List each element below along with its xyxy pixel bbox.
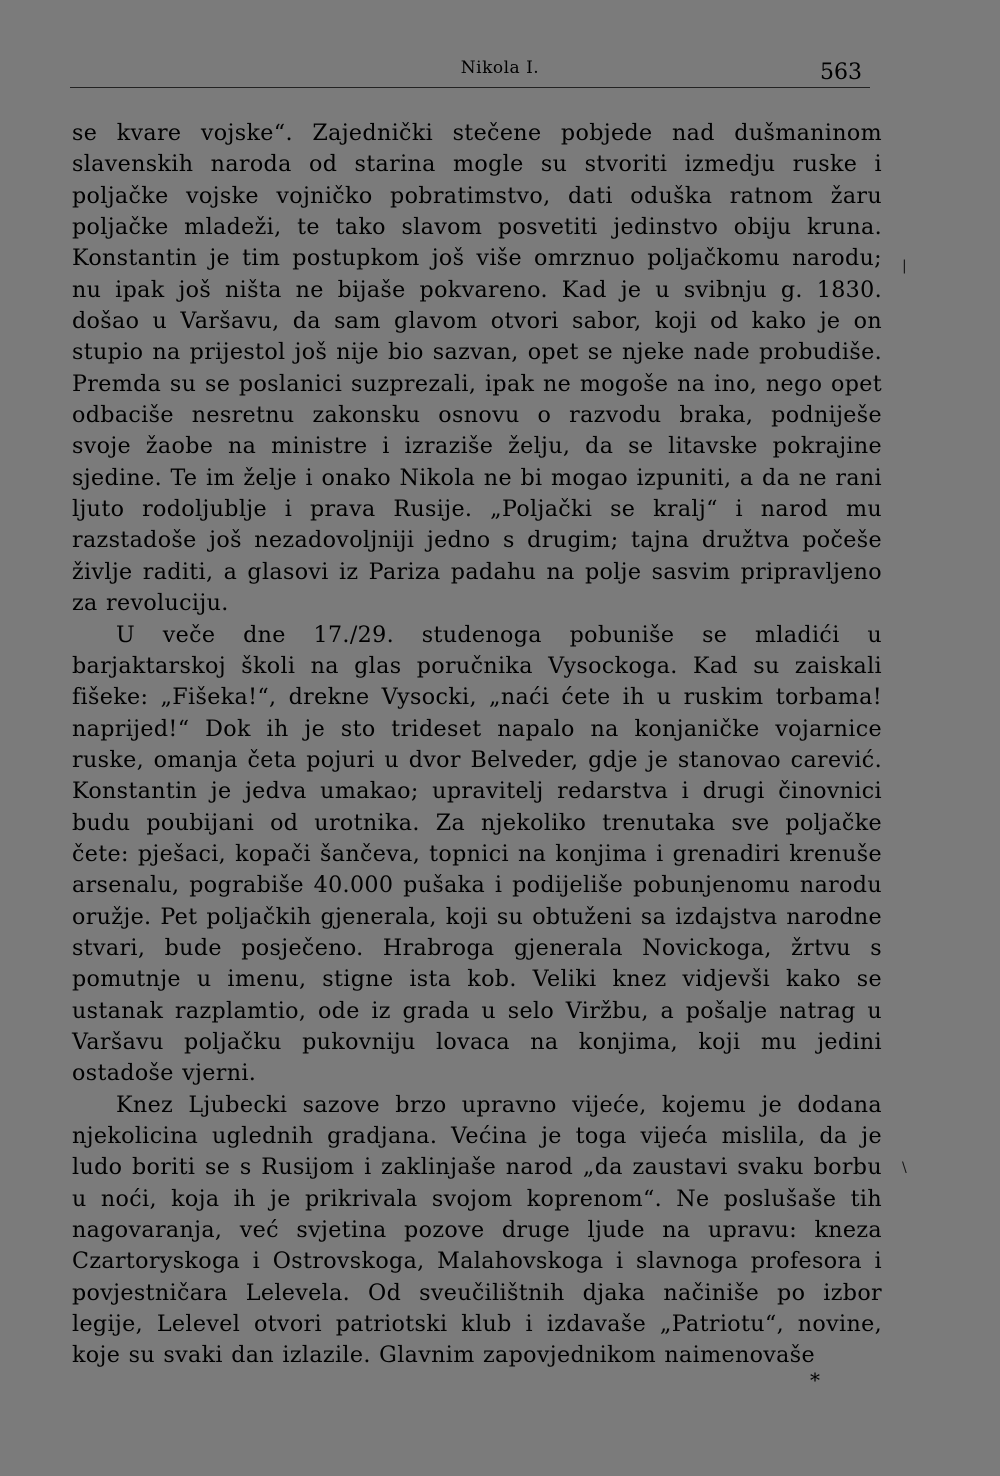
footer-asterisk: * bbox=[810, 1368, 820, 1392]
paragraph-2: U veče dne 17./29. studenoga pobuniše se mladići u barjaktarskoj školi na glas poručnika Vysockoga. Kad su zaiskali fišeke: „Fišeka!“, drekne Vysocki, „naći ćete ih u ruskim torbama! naprijed!“ Dok ih je sto trideset napalo na konjaničke vojarnice ruske, omanja četa pojuri u dvor Belveder, gdje je stanovao carević. Konstantin je jedva umakao; upravitelj redarstva i drugi činovnici budu poubijani od urotnika. Za njekoliko trenutaka sve poljačke čete: pješaci, kopači šančeva, topnici na konjima i grenadiri krenuše arsenalu, pograbiše 40.000 pušaka i podijeliše pobunjenomu narodu oružje. Pet poljačkih gjenerala, koji su obtuženi sa izdajstva narodne stvari, bude posječeno. Hrabroga gjenerala Novickoga, žrtvu s pomutnje u imenu, stigne ista kob. Veliki knez vidjevši kako se ustanak razplamtio, ode iz grada u selo Viržbu, a pošalje natrag u Varšavu poljačku pukovniju lovaca na konjima, koji mu jedini ostadoše vjerni. bbox=[72, 621, 882, 1087]
running-header: Nikola I. bbox=[460, 58, 540, 78]
page-number: 563 bbox=[820, 60, 862, 85]
margin-speck: \ bbox=[902, 1160, 907, 1176]
margin-speck: | bbox=[902, 258, 907, 274]
body-text bbox=[72, 118, 882, 1372]
header-rule bbox=[70, 87, 870, 88]
paragraph-3: Knez Ljubecki sazove brzo upravno vijeće, kojemu je dodana njekolicina uglednih gradjana. Većina je toga vijeća mislila, da je ludo boriti se s Rusijom i zaklinjaše narod „da zaustavi svaku borbu u noći, koja ih je prikrivala svojom koprenom“. Ne poslušaše tih nagovaranja, već svjetina pozove druge ljude na upravu: kneza Czartoryskoga i Ostrovskoga, Malahovskoga i slavnoga profesora i povjestničara Lelevela. Od sveučilištnih djaka načiniše po izbor legije, Lelevel otvori patriotski klub i izdavaše „Patriotu“, novine, koje su svaki dan izlazile. Glavnim zapovjednikom naimenovaše bbox=[72, 1091, 882, 1369]
paragraph-1: se kvare vojske“. Zajednički stečene pobjede nad dušmaninom slavenskih naroda od starina mogle su stvoriti izmedju ruske i poljačke vojske vojničko pobratimstvo, dati oduška ratnom žaru poljačke mladeži, te tako slavom posvetiti jedinstvo obiju kruna. Konstantin je tim postupkom još više omrznuo poljačkomu narodu; nu ipak još ništa ne bijaše pokvareno. Kad je u svibnju g. 1830. došao u Varšavu, da sam glavom otvori sabor, koji od kako je on stupio na prijestol još nije bio sazvan, opet se njeke nade probudiše. Premda su se poslanici suzprezali, ipak ne mogoše na ino, nego opet odbaciše nesretnu zakonsku osnovu o razvodu braka, podniješe svoje žaobe na ministre i izraziše želju, da se litavske pokrajine sjedine. Te im želje i onako Nikola ne bi mogao izpuniti, a da ne rani ljuto rodoljublje i prava Rusije. „Poljački se kralj“ i narod mu razstadoše još nezadovoljniji jedno s drugim; tajna družtva počeše življe raditi, a glasovi iz Pariza padahu na polje sasvim pripravljeno za revoluciju. bbox=[72, 120, 882, 617]
